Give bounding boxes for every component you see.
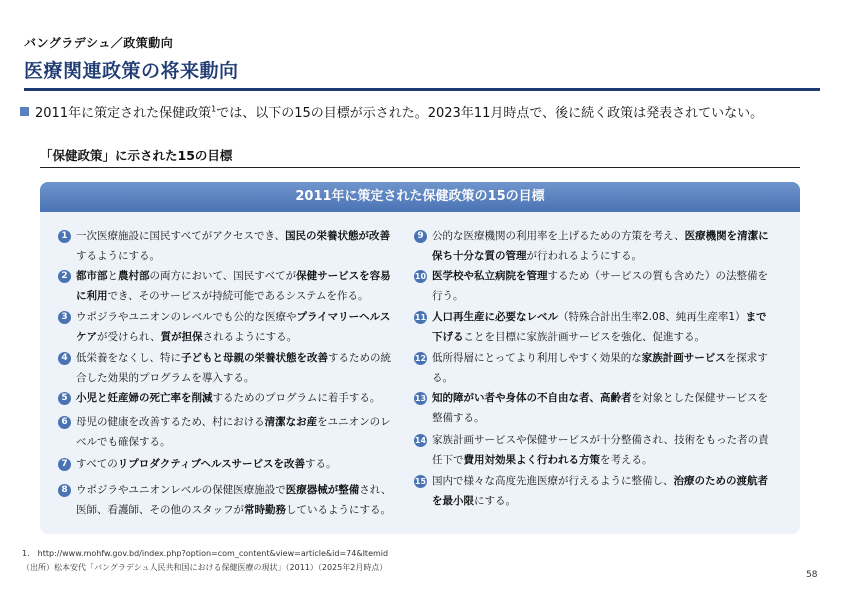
goal-number-badge: 7 [58, 458, 71, 471]
goal-text-segment: 家族計画サービスや保健サービスが十分整備され、技術をもった者の責任下で [432, 434, 769, 466]
goal-text-segment: が受けられ、 [97, 331, 161, 343]
goal-number-badge: 15 [414, 477, 427, 486]
goal-text-emphasis: 常時勤務 [244, 504, 286, 516]
goal-item [58, 226, 398, 266]
goal-text [432, 434, 769, 466]
section-heading: 「保健政策」に示された15の目標 [40, 148, 233, 163]
lead-footnote-ref: 1 [211, 104, 217, 114]
goal-text-emphasis: 治療のための渡航者を最小限 [432, 475, 768, 507]
lead-text [20, 102, 763, 121]
goal-item [58, 454, 398, 474]
goal-text-segment: 国内で様々な高度先進医療が行えるように整備し、 [432, 475, 674, 487]
page-title: 医療関連政策の将来動向 [24, 60, 239, 82]
goal-text [432, 475, 768, 507]
goal-text-emphasis: 国民の栄養状態が改善 [285, 230, 391, 242]
goal-item [414, 226, 774, 266]
goal-number-badge: 14 [414, 436, 427, 445]
goal-number-badge: 8 [58, 484, 71, 497]
breadcrumb: バングラデシュ／政策動向 [24, 36, 174, 50]
goal-number-badge: 4 [58, 352, 71, 365]
goal-text-segment: すべての [76, 458, 118, 470]
goal-text-segment: を探求する。 [432, 352, 768, 384]
goal-text-segment: 公的な医療機関の利用率を上げるための方策を考え、 [432, 230, 685, 242]
goal-item [414, 430, 774, 470]
page-number: 58 [806, 570, 818, 580]
goal-text [432, 311, 767, 343]
goal-text-segment: しているようにする。 [286, 504, 391, 516]
goal-item [58, 348, 398, 388]
goal-text-emphasis: 小児と妊産婦の死亡率を削減 [76, 392, 213, 404]
goal-text-segment: するため（サービスの質も含めた）の法整備を行う。 [432, 270, 768, 302]
title-divider [24, 88, 820, 91]
goal-text-emphasis: 農村部 [118, 270, 150, 282]
goal-text-segment: するためのプログラムに着手する。 [212, 392, 381, 404]
goal-text-segment: （特殊合計出生率2.08、純再生産率1） [558, 311, 746, 323]
goal-text [432, 392, 768, 424]
goal-text-segment: と [107, 270, 118, 282]
goal-text [76, 392, 380, 404]
goal-item [58, 266, 398, 306]
footnote: 1. http://www.mohfw.gov.bd/index.php?option=com_content&view=article&id=74&Itemid [22, 549, 389, 558]
goal-text [76, 352, 391, 384]
goal-number-badge: 5 [58, 392, 71, 405]
goal-text [432, 352, 768, 384]
goal-text-emphasis: 医療機関を清潔に保ち十分な質の管理 [432, 230, 769, 262]
goal-number-badge: 2 [58, 270, 71, 283]
goal-number-badge: 3 [58, 311, 71, 324]
goal-text-emphasis: 医療器械が整備 [285, 484, 360, 496]
goal-text-segment: されるようにする。 [202, 331, 298, 343]
goal-number-badge: 10 [414, 272, 427, 281]
panel-title: 2011年に策定された保健政策の15の目標 [40, 182, 800, 212]
goal-item [414, 307, 774, 347]
goal-number-badge: 12 [414, 354, 427, 363]
goal-text-segment: をユニオンのレベルでも確保する。 [76, 416, 391, 448]
goal-text [76, 311, 390, 343]
goal-text [432, 270, 768, 302]
goal-text-emphasis: リプロダクティブヘルスサービスを改善 [117, 458, 306, 470]
goal-text-segment: を対象とした保健サービスを整備する。 [432, 392, 768, 424]
goal-number-badge: 1 [58, 230, 71, 243]
lead-post: では、以下の15の目標が示された。2023年11月時点で、後に続く政策は発表されていない。 [216, 106, 764, 121]
goal-text-segment: 一次医療施設に国民すべてがアクセスでき、 [76, 230, 286, 242]
goal-text-segment: するようにする。 [76, 250, 160, 262]
goal-text-emphasis: 知的障がい者や身体の不自由な者、高齢者 [432, 392, 632, 404]
goal-text [76, 458, 337, 470]
goal-item [58, 480, 398, 520]
lead-pre: 2011年に策定された保健政策 [35, 106, 212, 121]
source-note: （出所）松本安代「バングラデシュ人民共和国における保健医療の現状」（2011）（2025年2月時点） [22, 563, 388, 572]
goal-text-segment: 低栄養をなくし、特に [76, 352, 181, 364]
goal-item [414, 388, 774, 428]
goal-text-emphasis: 質が担保 [160, 331, 203, 343]
goal-item [58, 307, 398, 347]
goal-item [414, 266, 774, 306]
goal-text-segment: でき、そのサービスが持続可能であるシステムを作る。 [107, 290, 369, 302]
goal-number-badge: 11 [414, 313, 427, 322]
goal-item [58, 412, 398, 452]
goal-text-segment: を考える。 [600, 454, 653, 466]
goal-number-badge: 9 [414, 230, 427, 243]
goal-item [58, 388, 398, 408]
goal-text-emphasis: 清潔なお産 [264, 416, 318, 428]
goal-text-emphasis: 保健サービスを容易に利用 [76, 270, 391, 302]
goal-text-segment: ウポジラやユニオンのレベルでも公的な医療や [76, 311, 297, 323]
goal-item [414, 471, 774, 511]
goal-text-segment: するための統合した効果的プログラムを導入する。 [76, 352, 391, 384]
goal-text-segment: ウポジラやユニオンレベルの保健医療施設で [76, 484, 286, 496]
goal-text-segment: され、医師、看護師、その他のスタッフが [76, 484, 392, 516]
goal-text [76, 484, 391, 516]
goal-text-segment: 低所得層にとってより利用しやすく効果的な [432, 352, 642, 364]
goal-text-emphasis: プライマリーヘルスケア [76, 311, 391, 343]
goal-text [432, 230, 769, 262]
goal-item [414, 348, 774, 388]
goal-text-segment: が行われるようにする。 [526, 250, 642, 262]
goal-text-emphasis: 費用対効果よく行われる方策 [463, 454, 600, 466]
goal-text-segment: する。 [305, 458, 337, 470]
section-divider [40, 167, 800, 168]
goal-text-segment: の両方において、国民すべてが [149, 270, 297, 282]
goal-text [76, 270, 391, 302]
goal-text-emphasis: 子どもと母親の栄養状態を改善 [181, 352, 328, 364]
goal-text-segment: 母児の健康を改善するため、村における [76, 416, 265, 428]
goal-text [76, 230, 390, 262]
goal-text [76, 416, 391, 448]
goal-number-badge: 6 [58, 416, 71, 429]
goal-text-emphasis: 都市部 [76, 270, 108, 282]
goal-text-emphasis: 人口再生産に必要なレベル [432, 311, 558, 323]
goal-text-segment: にする。 [474, 495, 516, 507]
goal-text-emphasis: 医学校や私立病院を管理 [432, 270, 548, 282]
bullet-square-icon [20, 107, 29, 116]
goals-panel [40, 182, 800, 534]
goal-text-segment: ことを目標に家族計画サービスを強化、促進する。 [463, 331, 705, 343]
goal-text-emphasis: 家族計画サービス [641, 352, 726, 364]
goal-text-emphasis: まで下げる [432, 311, 767, 343]
goal-number-badge: 13 [414, 394, 427, 403]
